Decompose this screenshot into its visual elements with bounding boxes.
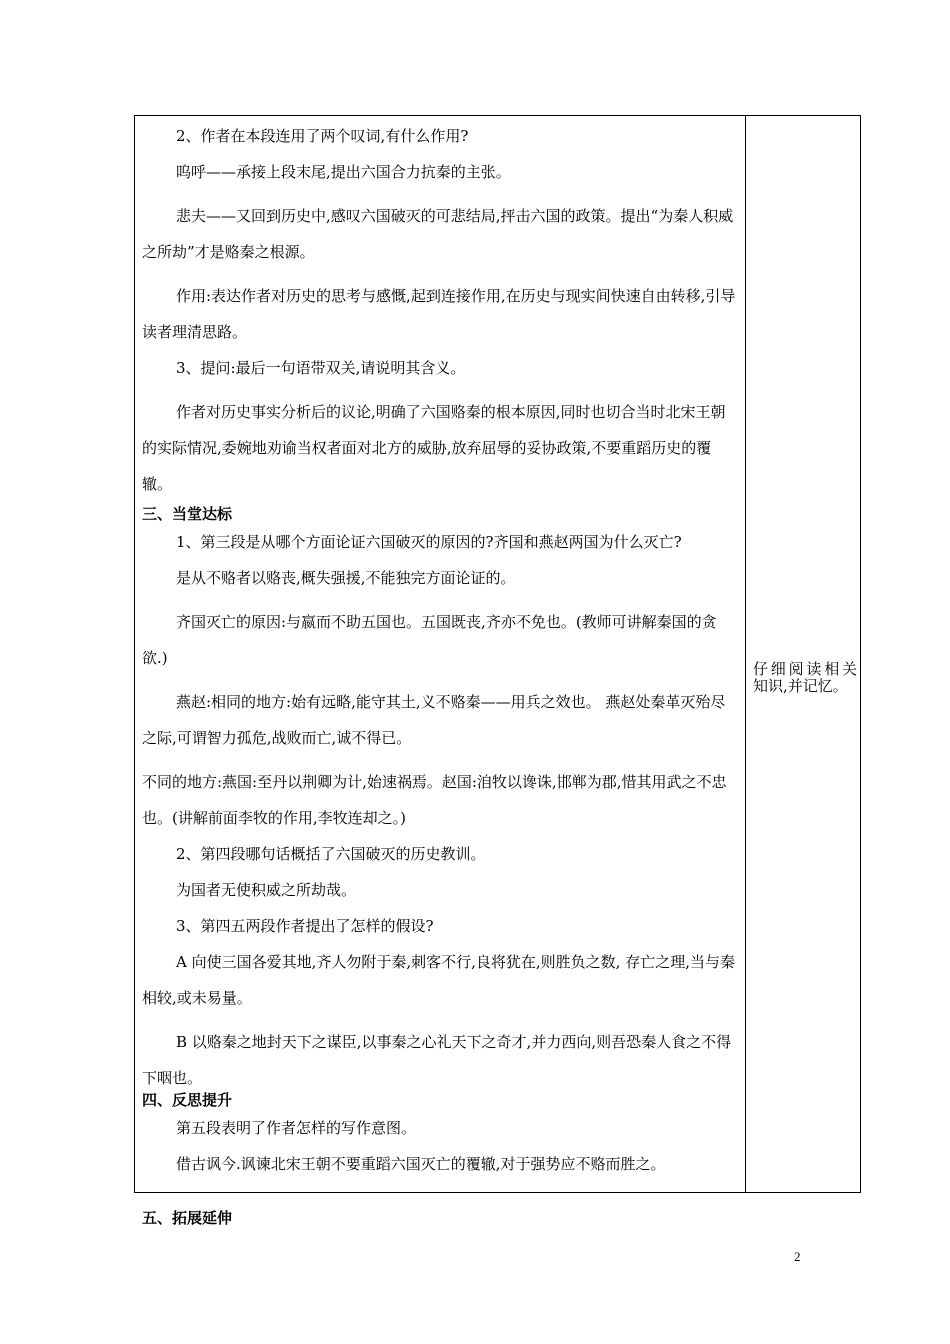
hypothesis-b: B 以赂秦之地封天下之谋臣,以事秦之心礼天下之奇才,并力西向,则吾恐秦人食之不得下咽也。 <box>142 1033 732 1087</box>
yan-zhao-same: 燕赵:相同的地方:始有远略,能守其土,义不赂秦——用兵之效也。 燕赵处秦革灭殆尽之际,可谓智力孤危,战败而亡,诚不得已。 <box>142 693 726 747</box>
page-number: 2 <box>794 1249 801 1264</box>
section-heading-5: 五、拓展延伸 <box>142 1209 233 1227</box>
exercise-2-answer: 为国者无使积威之所劫哉。 <box>176 881 357 899</box>
answer-wuhu: 呜呼——承接上段末尾,提出六国合力抗秦的主张。 <box>176 163 511 181</box>
reflection-answer: 借古讽今.讽谏北宋王朝不要重蹈六国灭亡的覆辙,对于强势应不赂而胜之。 <box>176 1155 666 1173</box>
reflection-question: 第五段表明了作者怎样的写作意图。 <box>176 1119 417 1137</box>
section-heading-3: 三、当堂达标 <box>142 505 233 523</box>
exercise-1-question: 1、第三段是从哪个方面论证六国破灭的原因的?齐国和燕赵两国为什么灭亡? <box>176 533 682 551</box>
question-2: 2、作者在本段连用了两个叹词,有什么作用? <box>176 127 469 145</box>
column-divider <box>745 115 746 1193</box>
answer-effect: 作用:表达作者对历史的思考与感慨,起到连接作用,在历史与现实间快速自由转移,引导读者理清思路。 <box>142 287 736 341</box>
side-note: 仔细阅读相关知识,并记忆。 <box>753 660 857 695</box>
section-heading-4: 四、反思提升 <box>142 1091 233 1109</box>
hypothesis-a: A 向使三国各爱其地,齐人勿附于秦,刺客不行,良将犹在,则胜负之数, 存亡之理,当与秦相较,或未易量。 <box>142 953 735 1007</box>
exercise-1-answer: 是从不赂者以赂丧,概失强援,不能独完方面论证的。 <box>176 569 516 587</box>
exercise-2-question: 2、第四段哪句话概括了六国破灭的历史教训。 <box>176 845 486 863</box>
main-column <box>142 118 740 1228</box>
exercise-3-question: 3、第四五两段作者提出了怎样的假设? <box>176 917 434 935</box>
answer-3: 作者对历史事实分析后的议论,明确了六国赂秦的根本原因,同时也切合当时北宋王朝的实际情况,委婉地劝谕当权者面对北方的威胁,放弃屈辱的妥协政策,不要重蹈历史的覆辙。 <box>142 403 726 493</box>
yan-zhao-differ: 不同的地方:燕国:至丹以荆卿为计,始速祸焉。赵国:洎牧以谗诛,邯郸为郡,惜其用武之不忠也。(讲解前面李牧的作用,李牧连却之。) <box>142 773 727 827</box>
question-3: 3、提问:最后一句语带双关,请说明其含义。 <box>176 359 466 377</box>
qi-reason: 齐国灭亡的原因:与嬴而不助五国也。五国既丧,齐亦不免也。(教师可讲解秦国的贪欲.) <box>142 613 717 667</box>
answer-beifu: 悲夫——又回到历史中,感叹六国破灭的可悲结局,抨击六国的政策。提出“为秦人积威之所劫”才是赂秦之根源。 <box>142 207 734 261</box>
